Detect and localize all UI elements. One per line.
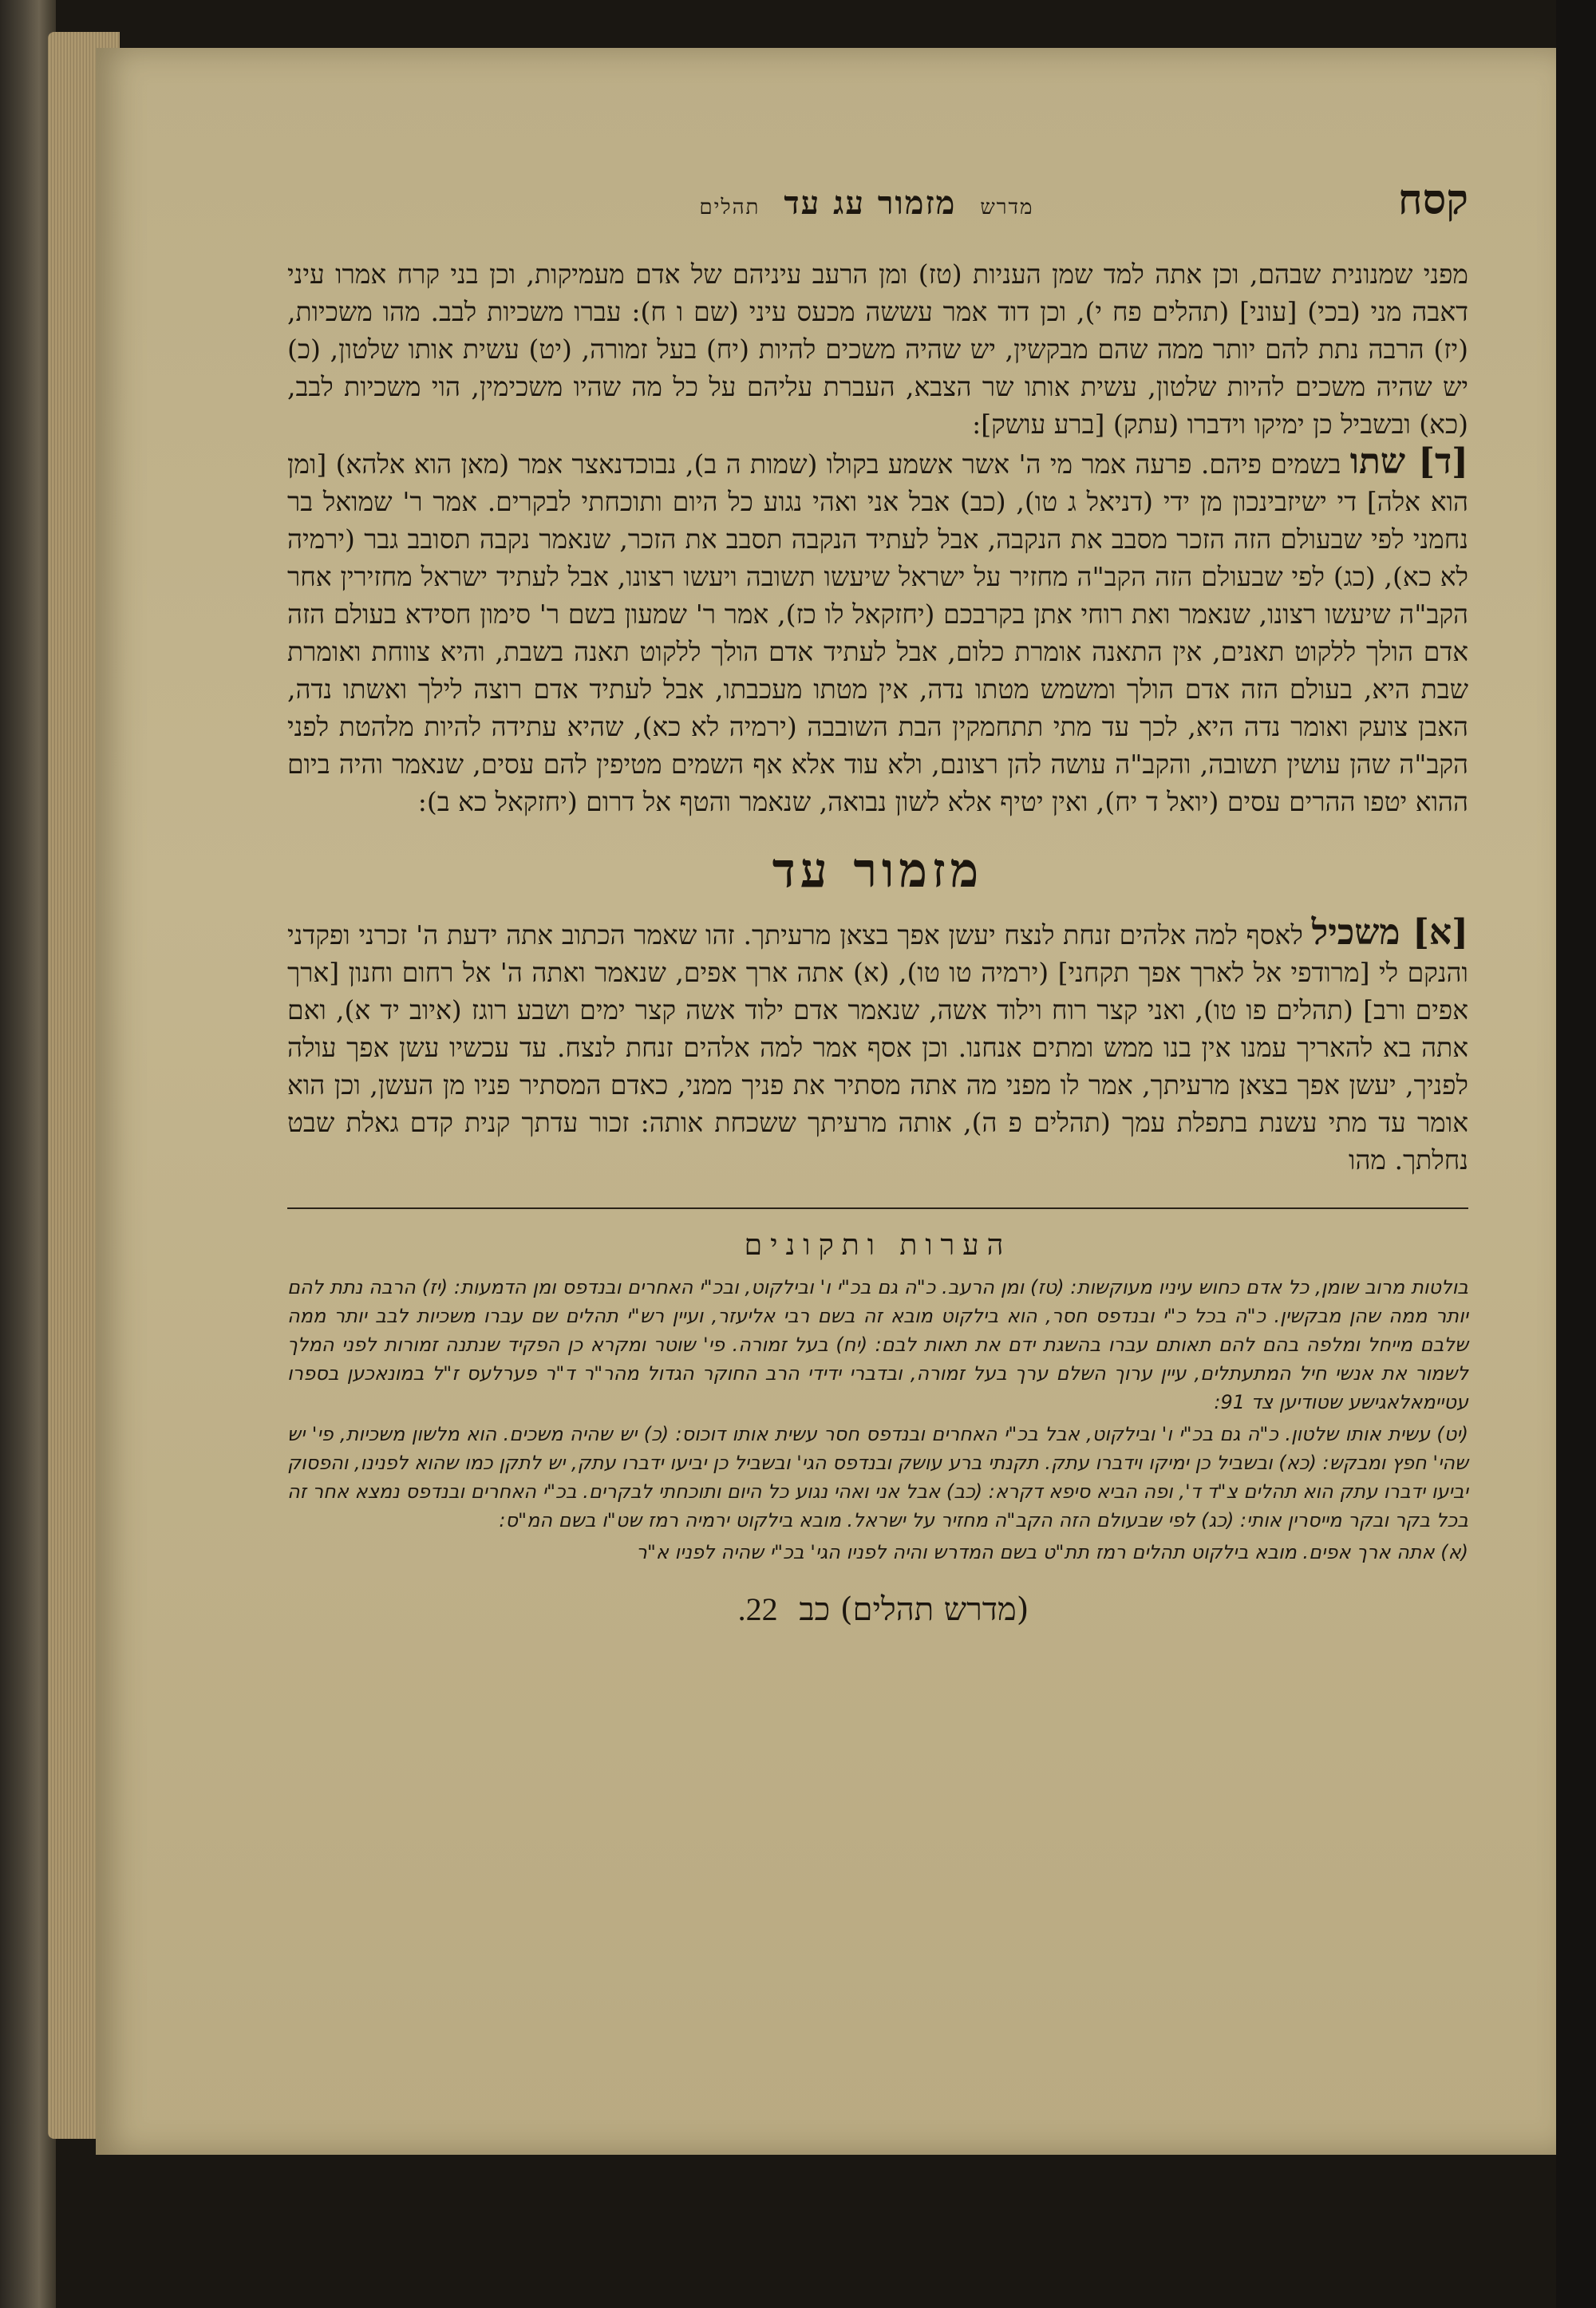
signature-book-name: (מדרש תהלים): [839, 1591, 1029, 1628]
paragraph-2-text: בשמים פיהם. פרעה אמר מי ה' אשר אשמע בקולו (שמות ה ב), נבוכדנאצר אמר (מאן הוא אלהא) [ומן הוא אלה] די ישיזבינכון מן ידי (דניאל ג טו), (כב) אבל אני ואהי נגוע כל היום ותוכחתי לבקרים. אמר ר' שמואל בר נחמני לפי שבעולם הזה הזכר מסבב את הנקבה, אבל לעתיד הנקבה תסבב את הזכר, שנאמר נקבה תסובב גבר (ירמיה לא כא), (כג) לפי שבעולם הזה הקב"ה מחזיר על ישראל שיעשו תשובה ויעשו רצונו, אבל לעתיד ישראל מחזירין אחר הקב"ה שיעשו רצונו, שנאמר ואת רוחי אתן בקרבכם (יחזקאל לו כז), אמר ר' שמעון בשם ר' סימון חסידא בעולם הזה אדם הולך ללקוט תאנים, אין התאנה אומרת כלום, אבל לעתיד אדם הולך ללקוט תאנה בשבת, והיא צווחת ואומרת שבת היא, בעולם הזה אדם הולך ומשמש מטתו נדה, אין מטתו מעכבתו, אבל לעתיד אדם רוצה לילך ואשתו נדה, האבן צועק ואומר נדה היא, לכך עד מתי תתחמקין הבת השובבה (ירמיה לא כא), שהיא עתידה להיות מלהטת לפני הקב"ה שהן עושין תשובה, והקב"ה עושה להן רצונם, ולא עוד אלא אף השמים מטיפין להם עסים, שנאמר והיה ביום ההוא יטפו ההרים עסים (יואל ד יח), ואין יטיף אלא לשון נבואה, שנאמר והטף אל דרום (יחזקאל כא ב):: [287, 449, 1468, 817]
header-psalm-title: מזמור עג עד: [784, 184, 957, 222]
header-left-label: תהלים: [699, 196, 760, 219]
note-item: (א) אתה ארך אפים. מובא בילקוט תהלים רמז תת"ט בשם המדרש והיה לפניו הגי' בכ"י שהיה לפניו א"ר: [636, 1541, 1468, 1563]
paragraph-2-lead: [ד] שתו: [1349, 441, 1468, 482]
notes-divider: [287, 1207, 1468, 1209]
note-item: (יט) עשית אותו שלטון. כ"ה גם בכ"י ו' ובילקוט, אבל בכ"י האחרים ובנדפס חסר עשית אותו דוכוס: (כ) יש שהיה משכים. הוא מלשון משכיות, פי' יש שהי' חפץ ומבקש: (כא) ובשביל כן ימיקו וידברו עתק. תקנתי ברע עושק ובנדפס הגי' ובשביל כן יביעו ידברו עתק, יש לתקן כמו שהוא לפנינו, והפסוק יביעו ידברו עתק הוא תהלים צ"ד ד', ופה הביא סיפא דקרא: (כב) אבל אני ואהי נגוע כל היום ותוכחתי לבקרים. בכ"י האחרים ובנדפס נמצא אחר זה בכל בקר ובקר מייסרין אותי: (כג) לפי שבעולם הזה הקב"ה מחזיר על ישראל. מובא בילקוט ירמיה רמז שט"ו בשם המ"ס:: [287, 1423, 1468, 1531]
paragraph-3-text: לאסף למה אלהים זנחת לנצח יעשן אפך בצאן מרעיתך. זהו שאמר הכתוב אתה ידעת ה' זכרני ופקדני והנקם לי [מרודפי אל לארך אפך תקחני] (ירמיה טו טו), (א) אתה ארך אפים, שנאמר ואתה ה' אל רחום וחנון [ארך אפים ורב] (תהלים פו טו), ואני קצר רוח וילוד אשה, שנאמר אדם ילוד אשה קצר ימים ושבע רוגז (איוב יד א), ואם אתה בא להאריך עמנו אין בנו ממש ומתים אנחנו. וכן אסף אמר למה אלהים זנחת לנצח. עד עכשיו עשן אפך עולה לפניך, יעשן אפך בצאן מרעיתך, אמר לו מפני מה אתה מסתיר את פניך ממני, כאדם המסתיר פניו מן העשן, וכן הוא אומר עד מתי עשנת בתפלת עמך (תהלים פ ה), אותה מרעיתך ששכחת אותה: זכור עדתך קנית קדם גאלת שבט נחלתך. מהו: [287, 919, 1468, 1176]
paragraph-1: מפני שמנונית שבהם, וכן אתה למד שמן העניות (טז) ומן הרעב עיניהם של אדם מעמיקות, וכן בני קרח אמרו עיני דאבה מני (בכי) [עוני] (תהלים פח י), וכן דוד אמר עששה מכעס עיני (שם ו ח): עברו משכיות לבב. מהו משכיות, (יז) הרבה נתת להם יותר ממה שהם מבקשין, יש שהיה משכים להיות (יח) בעל זמורה, (יט) עשית אותו שלטון, (כ) יש שהיה משכים להיות שלטון, עשית אותו שר הצבא, העברת עליהם על כל מה שהיו משכימין, הוי משכיות לבב, (כא) ובשביל כן ימיקו וידברו (עתק) [ברע עושק]:: [287, 259, 1468, 440]
paragraph-3: [287, 914, 1468, 1179]
folio-number: קסח: [1397, 176, 1468, 224]
notes-title: הערות ותקונים: [744, 1229, 1012, 1262]
psalm-heading: מזמור עד: [772, 843, 984, 899]
notes-section: [287, 1273, 1468, 1567]
right-background: [1556, 0, 1596, 2308]
paragraph-3-lead: [א] משכיל: [1311, 912, 1468, 953]
signature-arabic-number: 22.: [737, 1591, 778, 1627]
paragraph-2: [287, 443, 1468, 820]
running-title: [688, 184, 1045, 222]
signature-line: [287, 1591, 1468, 1628]
main-text: [287, 255, 1468, 1179]
signature-hebrew-number: כב: [799, 1591, 831, 1628]
note-item: בולטות מרוב שומן, כל אדם כחוש עיניו מעוקשות: (טז) ומן הרעב. כ"ה גם בכ"י ו' ובילקוט, ובכ"י האחרים ובנדפס ומן הדמעות: (יז) הרבה נתת להם יותר ממה שהן מבקשין. כ"ה בכל כ"י ובנדפס חסר, הוא בילקוט מובא זה בשם רבי אליעזר, ועיין רש"י תהלים שם עברו משכיות לבב יותר ממה שלבם מייחל ומלפה בהם להם תאותם עברו בהשגת ידם את תאות לבם: (יח) בעל זמורה. פי' שוטר ומקרא כן הפקיד שנתנה זמורות לפני המלך לשמור את אנשי חיל המתעתלים, עיין ערוך השלם ערך בעל זמורה, ובדברי ידידי הרב החוקר הגדול מהר"ר ד"ר פערלעס ז"ל במונאכען בספרו עטיימאלאגישע שטודיען צד 91:: [287, 1276, 1468, 1413]
page-content: [287, 176, 1468, 1628]
header-right-label: מדרש: [980, 196, 1034, 219]
running-header: [287, 176, 1468, 231]
